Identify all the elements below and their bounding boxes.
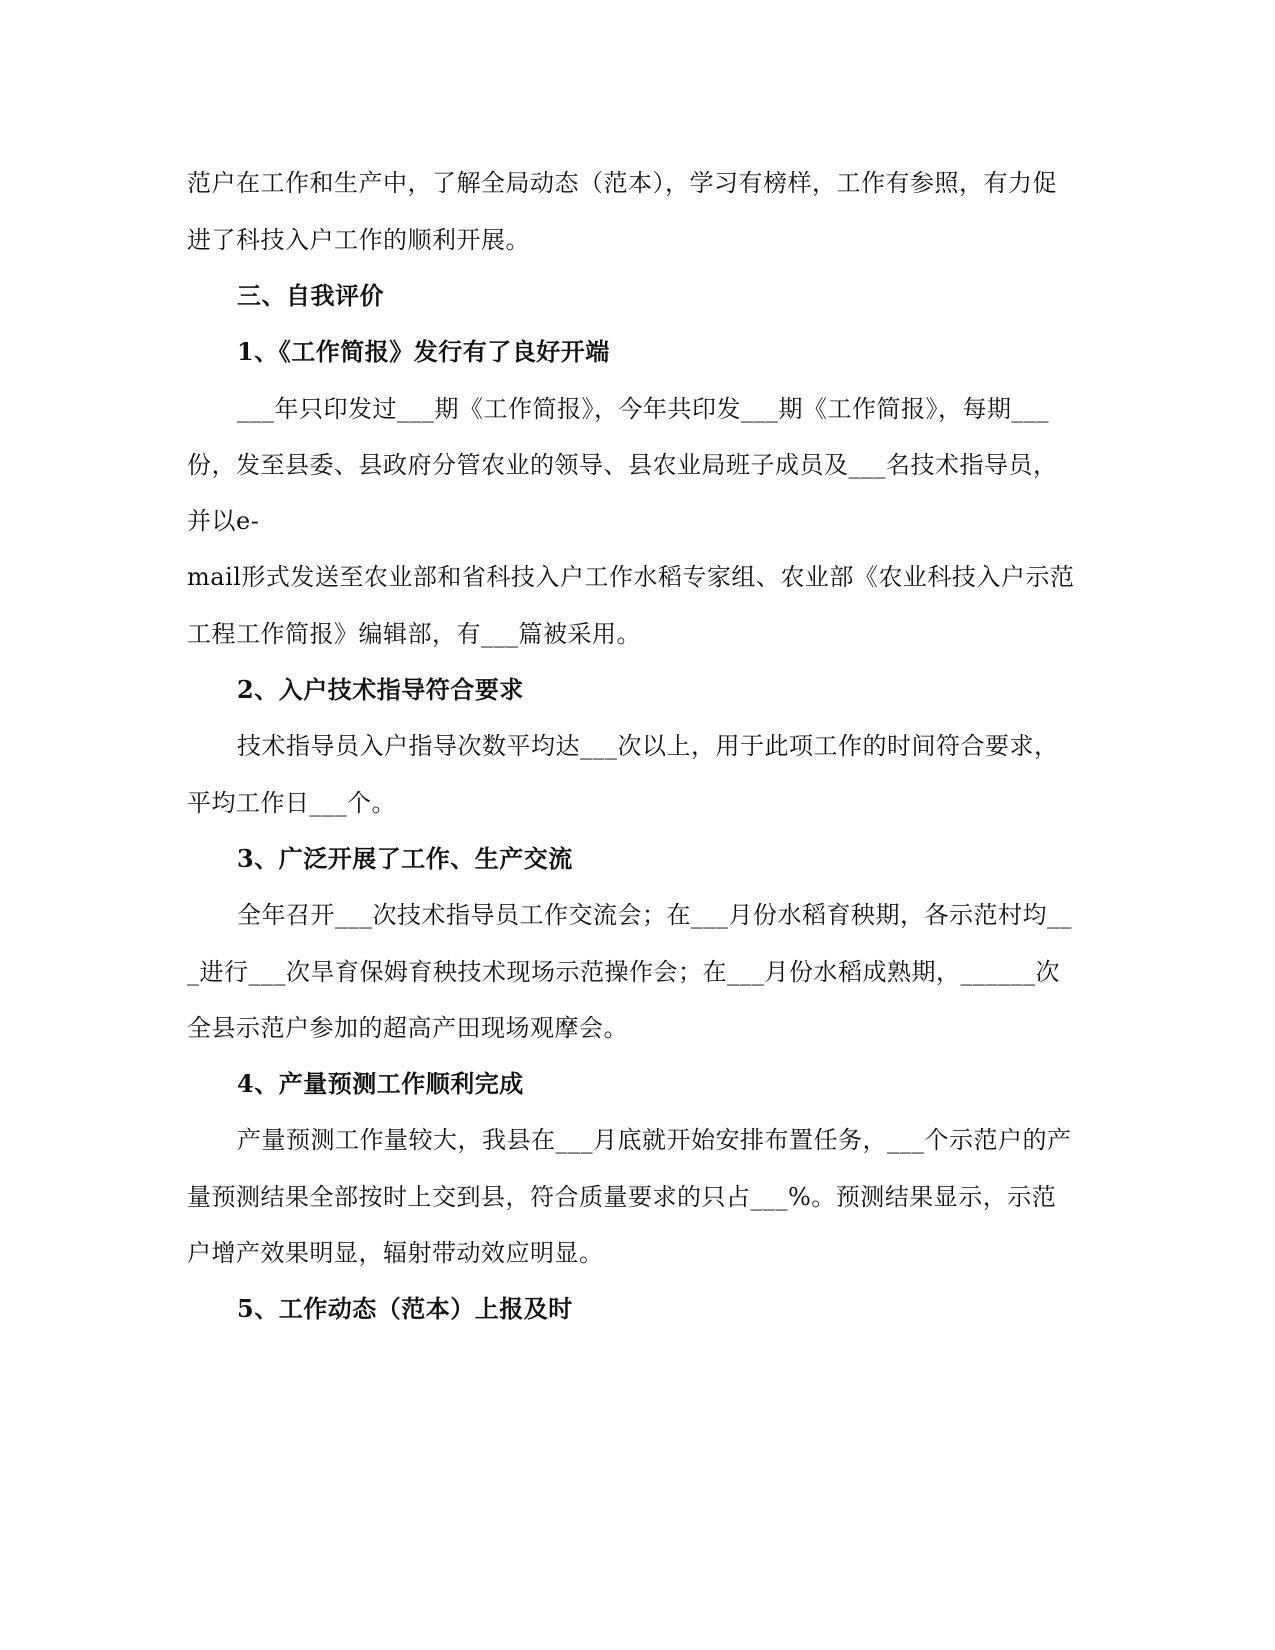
body-text-line: 平均工作日___个。 (187, 789, 396, 817)
subsection-heading: 1、《工作简报》发行有了良好开端 (237, 337, 610, 366)
body-text-line: 并以e- (187, 507, 260, 535)
body-text-line: 量预测结果全部按时上交到县，符合质量要求的只占___%。预测结果显示，示范 (187, 1183, 1057, 1211)
subsection-heading: 3、广泛开展了工作、生产交流 (237, 844, 573, 873)
body-text-line: 份，发至县委、县政府分管农业的领导、县农业局班子成员及___名技术指导员， (187, 451, 1058, 479)
body-text-line: 户增产效果明显，辐射带动效应明显。 (187, 1239, 604, 1267)
body-text-line: 全县示范户参加的超高产田现场观摩会。 (187, 1014, 628, 1042)
subsection-heading: 5、工作动态（范本）上报及时 (237, 1294, 573, 1323)
body-text-line: 工程工作简报》编辑部，有___篇被采用。 (187, 620, 641, 648)
body-text-line: 进了科技入户工作的顺利开展。 (187, 226, 530, 254)
body-text-line: 全年召开___次技术指导员工作交流会；在___月份水稻育秧期，各示范村均__ (237, 901, 1072, 929)
body-text-line: 技术指导员入户指导次数平均达___次以上，用于此项工作的时间符合要求， (237, 732, 1059, 760)
body-text-line: 范户在工作和生产中，了解全局动态（范本），学习有榜样，工作有参照，有力促 (187, 169, 1057, 197)
body-text-line: _进行___次旱育保姆育秧技术现场示范操作会；在___月份水稻成熟期，______次 (187, 958, 1060, 986)
subsection-heading: 4、产量预测工作顺利完成 (237, 1069, 524, 1098)
section-heading: 三、自我评价 (237, 281, 384, 310)
body-text-line: 产量预测工作量较大，我县在___月底就开始安排布置任务，___个示范户的产 (237, 1126, 1072, 1154)
body-text-line: ___年只印发过___期《工作简报》，今年共印发___期《工作简报》，每期___ (237, 395, 1049, 423)
subsection-heading: 2、入户技术指导符合要求 (237, 675, 524, 704)
body-text-line: mail形式发送至农业部和省科技入户工作水稻专家组、农业部《农业科技入户示范 (187, 563, 1075, 591)
